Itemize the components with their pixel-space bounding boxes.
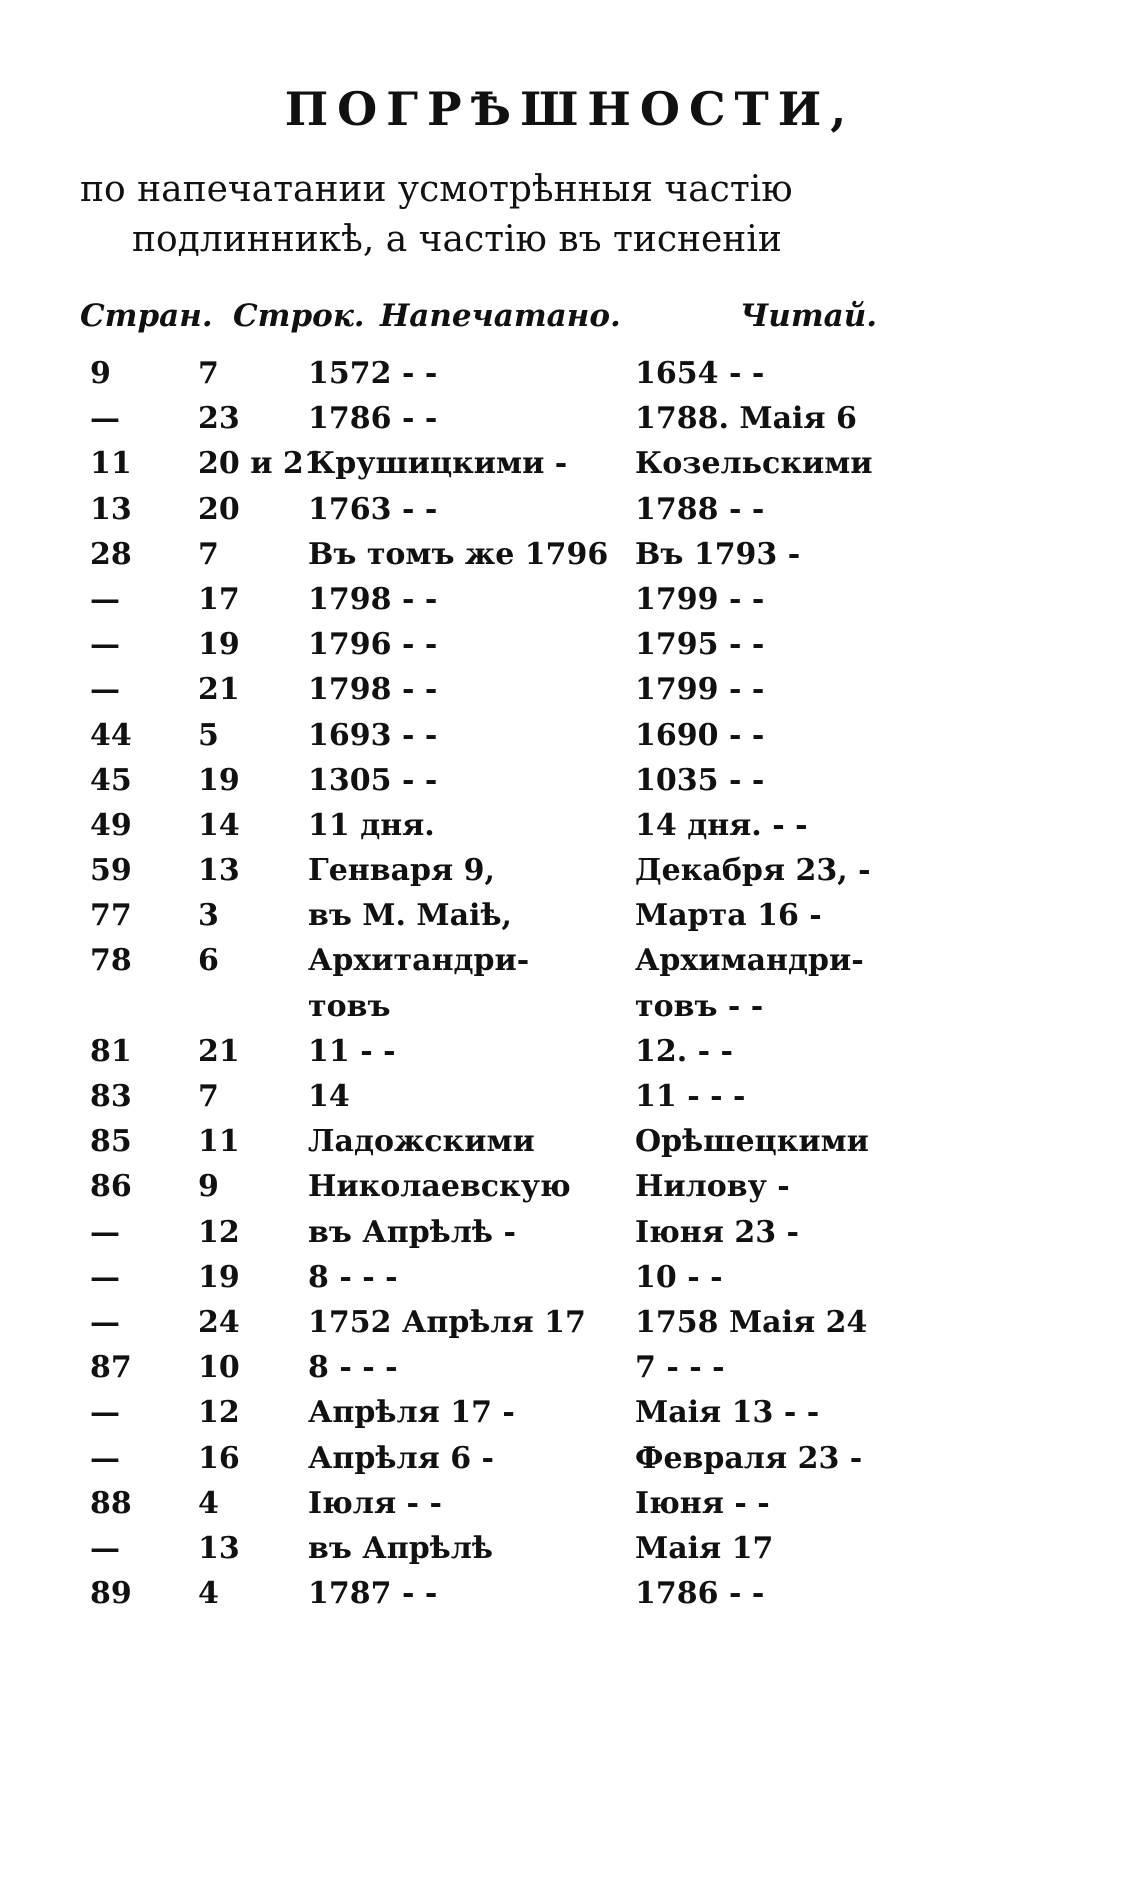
- cell-line: 14: [198, 807, 240, 843]
- cell-page: —: [90, 401, 120, 437]
- cell-printed: 8 - - -: [308, 1350, 398, 1386]
- table-row: [80, 757, 960, 802]
- cell-read: Іюня - -: [635, 1485, 770, 1521]
- table-row: [80, 847, 960, 892]
- table-row: [80, 531, 960, 576]
- cell-line: 17: [198, 581, 240, 617]
- cell-read: 1799 - -: [635, 581, 765, 617]
- cell-read: 10 - -: [635, 1259, 723, 1295]
- cell-page: —: [90, 1440, 120, 1476]
- cell-read: 1786 - -: [635, 1576, 765, 1612]
- subtitle-line-1: по напечатании усмотрѣнныя частію: [80, 169, 793, 210]
- cell-line: 13: [198, 1530, 240, 1566]
- cell-page: 28: [90, 536, 132, 572]
- cell-line: 7: [198, 536, 219, 572]
- cell-line: 23: [198, 401, 240, 437]
- cell-read: 7 - - -: [635, 1350, 725, 1386]
- cell-read: 1795 - -: [635, 627, 765, 663]
- cell-read: Нилову -: [635, 1169, 790, 1205]
- cell-line: 9: [198, 1169, 219, 1205]
- errata-table: [80, 350, 960, 1615]
- cell-page: 49: [90, 807, 132, 843]
- cell-page: —: [90, 1259, 120, 1295]
- table-row: [80, 621, 960, 666]
- cell-line: 5: [198, 717, 219, 753]
- cell-read: 12. - -: [635, 1033, 733, 1069]
- subtitle-line-2: подлинникѣ, а частію въ тисненіи: [132, 219, 782, 260]
- cell-printed: товъ: [308, 988, 391, 1024]
- cell-read: 11 - - -: [635, 1079, 746, 1114]
- cell-page: 89: [90, 1576, 132, 1612]
- cell-printed: 1786 - -: [308, 401, 438, 437]
- cell-printed: 1796 - -: [308, 627, 438, 663]
- cell-printed: 1572 - -: [308, 356, 438, 391]
- cell-read: 1035 - -: [635, 762, 765, 798]
- cell-read: 1788 - -: [635, 491, 765, 527]
- cell-read: Марта 16 -: [635, 898, 822, 934]
- table-row: [80, 1209, 960, 1254]
- table-row: [80, 1254, 960, 1299]
- cell-page: —: [90, 581, 120, 617]
- table-row: [80, 1480, 960, 1525]
- table-row: [80, 1163, 960, 1208]
- cell-printed: 11 дня.: [308, 807, 435, 843]
- subtitle: [80, 165, 940, 265]
- table-row: [80, 892, 960, 937]
- cell-page: 59: [90, 853, 132, 889]
- table-row: [80, 1525, 960, 1570]
- cell-printed: 1752 Апрѣля 17: [308, 1304, 586, 1340]
- cell-line: 24: [198, 1304, 240, 1340]
- table-row: [80, 440, 960, 485]
- cell-read: 1654 - -: [635, 356, 765, 391]
- table-row: [80, 395, 960, 440]
- cell-printed: 1693 - -: [308, 717, 438, 753]
- cell-page: 77: [90, 898, 132, 934]
- column-header-printed: Напечатано.: [380, 298, 621, 334]
- cell-printed: Апрѣля 17 -: [308, 1395, 515, 1431]
- cell-read: Орѣшецкими: [635, 1124, 869, 1160]
- cell-read: Декабря 23, -: [635, 853, 871, 889]
- cell-line: 20: [198, 491, 240, 527]
- cell-printed: Іюля - -: [308, 1485, 442, 1521]
- table-row: [80, 1118, 960, 1163]
- cell-read: Архимандри-: [635, 943, 864, 979]
- table-row: [80, 576, 960, 621]
- cell-printed: въ Апрѣлѣ -: [308, 1214, 516, 1250]
- table-row: [80, 712, 960, 757]
- cell-page: 9: [90, 356, 111, 391]
- cell-line: 16: [198, 1440, 240, 1476]
- cell-line: 7: [198, 356, 219, 391]
- cell-line: 11: [198, 1124, 240, 1160]
- cell-line: 4: [198, 1485, 219, 1521]
- cell-line: 3: [198, 898, 219, 934]
- cell-line: 19: [198, 762, 240, 798]
- table-row: [80, 1073, 960, 1118]
- cell-line: 13: [198, 853, 240, 889]
- table-row: [80, 1344, 960, 1389]
- cell-printed: 11 - -: [308, 1033, 396, 1069]
- cell-printed: 1763 - -: [308, 491, 438, 527]
- column-header-line: Строк.: [233, 298, 365, 334]
- cell-line: 6: [198, 943, 219, 979]
- cell-read: 1690 - -: [635, 717, 765, 753]
- cell-printed: 1787 - -: [308, 1576, 438, 1612]
- cell-page: 87: [90, 1350, 132, 1386]
- cell-read: Маія 13 - -: [635, 1395, 820, 1431]
- cell-read: Февраля 23 -: [635, 1440, 863, 1476]
- cell-printed: Ладожскими: [308, 1124, 535, 1160]
- cell-line: 12: [198, 1395, 240, 1431]
- cell-read: 1758 Маія 24: [635, 1304, 868, 1340]
- cell-page: 78: [90, 943, 132, 979]
- cell-page: —: [90, 1530, 120, 1566]
- cell-line: 20 и 21: [198, 446, 325, 482]
- cell-line: 21: [198, 672, 240, 708]
- table-row: [80, 350, 960, 395]
- table-row: [80, 937, 960, 982]
- cell-printed: Генваря 9,: [308, 853, 495, 889]
- cell-read: Въ 1793 -: [635, 536, 801, 572]
- cell-line: 12: [198, 1214, 240, 1250]
- cell-page: 81: [90, 1033, 132, 1069]
- cell-printed: 1798 - -: [308, 672, 438, 708]
- cell-page: 86: [90, 1169, 132, 1205]
- cell-read: 1799 - -: [635, 672, 765, 708]
- cell-page: 44: [90, 717, 132, 753]
- cell-page: 45: [90, 762, 132, 798]
- table-row: [80, 486, 960, 531]
- cell-printed: 14: [308, 1079, 350, 1114]
- cell-page: —: [90, 1304, 120, 1340]
- cell-page: —: [90, 1214, 120, 1250]
- table-row: [80, 1435, 960, 1480]
- cell-printed: 1798 - -: [308, 581, 438, 617]
- page-title: ПОГРѢШНОСТИ,: [284, 82, 856, 136]
- cell-printed: Николаевскую: [308, 1169, 571, 1205]
- cell-line: 19: [198, 627, 240, 663]
- cell-printed: въ М. Маіѣ,: [308, 898, 512, 934]
- table-header: [80, 298, 960, 342]
- cell-page: 13: [90, 491, 132, 527]
- cell-line: 19: [198, 1259, 240, 1295]
- cell-line: 10: [198, 1350, 240, 1386]
- cell-printed: 1305 - -: [308, 762, 438, 798]
- cell-printed: Апрѣля 6 -: [308, 1440, 494, 1476]
- table-row: [80, 983, 960, 1028]
- cell-read: Іюня 23 -: [635, 1214, 800, 1250]
- cell-page: 83: [90, 1079, 132, 1114]
- cell-printed: Архитандри-: [308, 943, 530, 979]
- cell-read: Маія 17: [635, 1530, 774, 1566]
- cell-page: 88: [90, 1485, 132, 1521]
- cell-page: —: [90, 627, 120, 663]
- cell-page: —: [90, 1395, 120, 1431]
- table-row: [80, 802, 960, 847]
- cell-read: 1788. Маія 6: [635, 401, 857, 437]
- table-row: [80, 1028, 960, 1073]
- cell-read: Козельскими: [635, 446, 873, 482]
- cell-line: 4: [198, 1576, 219, 1612]
- table-row: [80, 1389, 960, 1434]
- column-header-read: Читай.: [740, 298, 878, 334]
- cell-printed: 8 - - -: [308, 1259, 398, 1295]
- cell-printed: Крушицкими -: [308, 446, 568, 482]
- table-row: [80, 666, 960, 711]
- table-row: [80, 1299, 960, 1344]
- cell-printed: Въ томъ же 1796: [308, 536, 609, 572]
- cell-page: 11: [90, 446, 132, 482]
- cell-line: 7: [198, 1079, 219, 1114]
- cell-read: 14 дня. - -: [635, 807, 808, 843]
- cell-line: 21: [198, 1033, 240, 1069]
- cell-page: —: [90, 672, 120, 708]
- cell-page: 85: [90, 1124, 132, 1160]
- column-header-page: Стран.: [80, 298, 213, 334]
- cell-read: товъ - -: [635, 988, 764, 1024]
- cell-printed: въ Апрѣлѣ: [308, 1530, 494, 1566]
- table-row: [80, 1570, 960, 1615]
